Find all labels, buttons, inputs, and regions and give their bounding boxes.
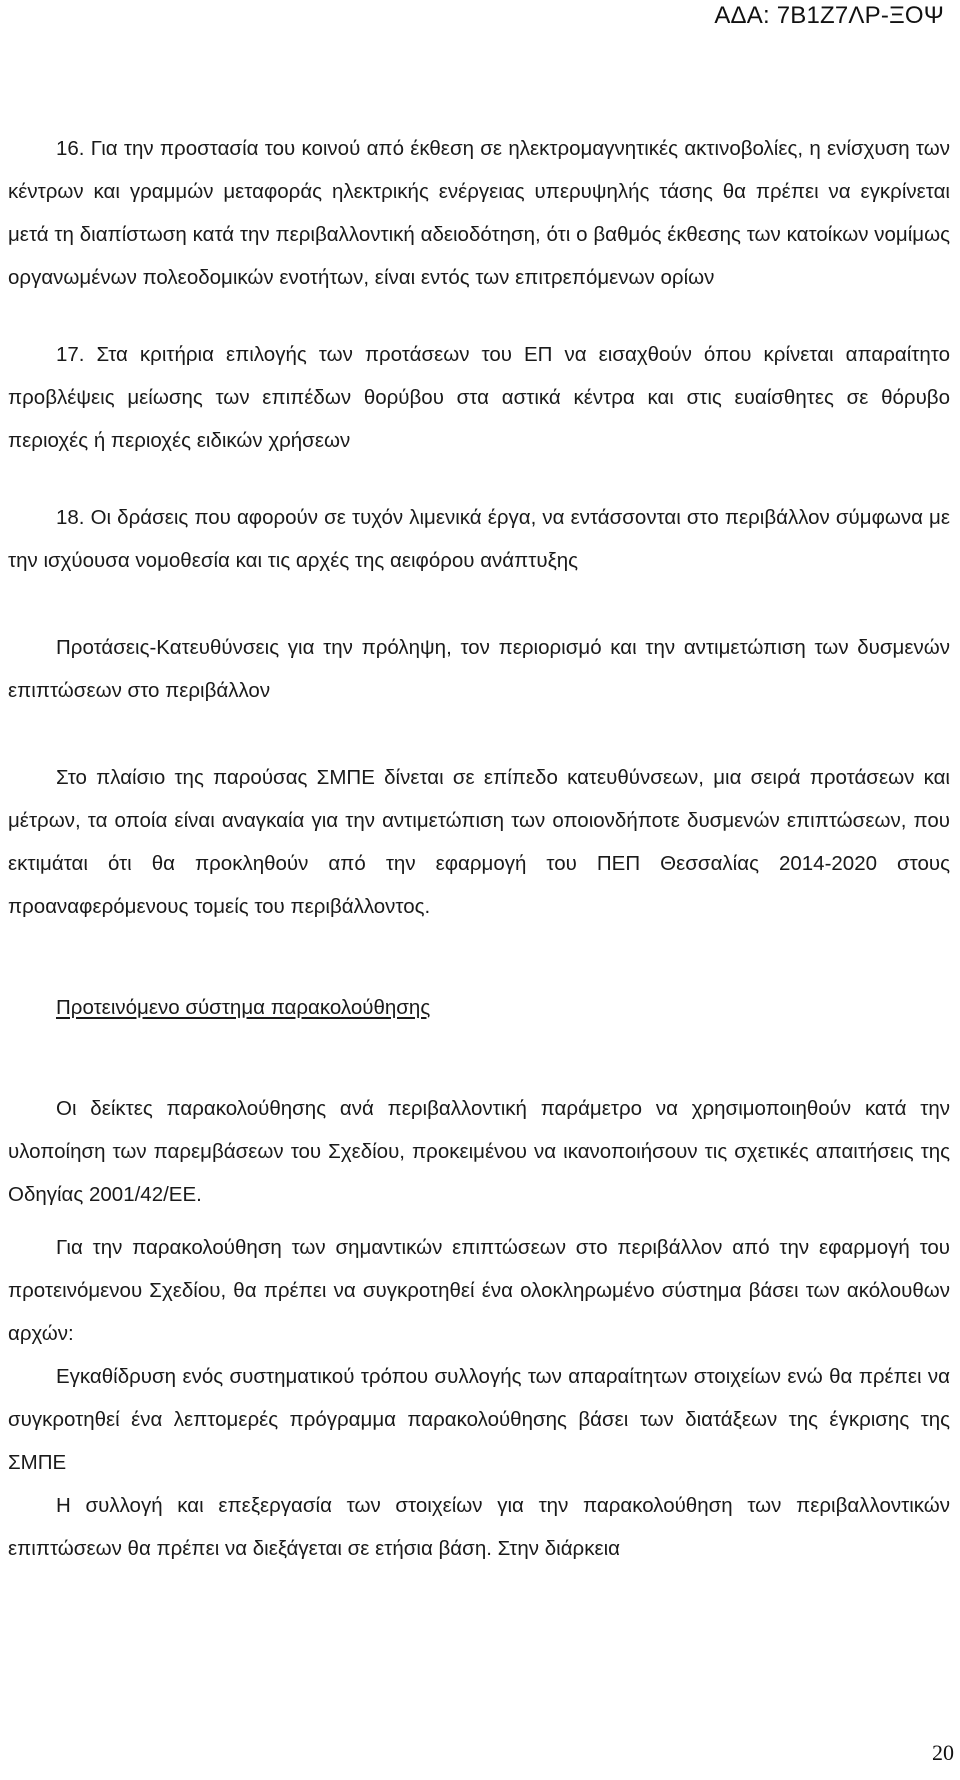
paragraph-monitoring: Για την παρακολούθηση των σημαντικών επιπτώσεων στο περιβάλλον από την εφαρμογή του προτεινόμενου Σχεδίου, θα πρέπει να συγκροτηθεί ένα ολοκληρωμένο σύστημα βάσει των ακόλουθων αρχών: — [8, 1236, 950, 1345]
paragraph-context: Στο πλαίσιο της παρούσας ΣΜΠΕ δίνεται σε επίπεδο κατευθύνσεων, μια σειρά προτάσεων και μέτρων, τα οποία είναι αναγκαία για την αντιμετώπιση των οποιονδήποτε δυσμενών επιπτώσεων, που εκτιμάται ότι θα προκληθούν από την εφαρμογή του ΠΕΠ Θεσσαλίας 2014-2020 στους προαναφερόμενους τομείς του περιβάλλοντος. — [8, 766, 950, 918]
paragraph-establish: Εγκαθίδρυση ενός συστηματικού τρόπου συλλογής των απαραίτητων στοιχείων ενώ θα πρέπει να συγκροτηθεί ένα λεπτομερές πρόγραμμα παρακολούθησης βάσει των διατάξεων της έγκρισης της ΣΜΠΕ — [8, 1365, 950, 1474]
page-number: 20 — [932, 1740, 954, 1765]
paragraph-18: 18. Οι δράσεις που αφορούν σε τυχόν λιμενικά έργα, να εντάσσονται στο περιβάλλον σύμφωνα με την ισχύουσα νομοθεσία και τις αρχές της αειφόρου ανάπτυξης — [8, 506, 950, 572]
section-heading-monitoring-text: Προτεινόμενο σύστημα παρακολούθησης — [56, 996, 431, 1019]
section-heading-proposals: Προτάσεις-Κατευθύνσεις για την πρόληψη, τον περιορισμό και την αντιμετώπιση των δυσμενών επιπτώσεων στο περιβάλλον — [8, 636, 950, 702]
paragraph-17: 17. Στα κριτήρια επιλογής των προτάσεων του ΕΠ να εισαχθούν όπου κρίνεται απαραίτητο προβλέψεις μείωσης των επιπέδων θορύβου στα αστικά κέντρα και στις ευαίσθητες σε θόρυβο περιοχές ή περιοχές ειδικών χρήσεων — [8, 343, 950, 452]
paragraph-collection: Η συλλογή και επεξεργασία των στοιχείων για την παρακολούθηση των περιβαλλοντικών επιπτώσεων θα πρέπει να διεξάγεται σε ετήσια βάση. Στην διάρκεια — [8, 1494, 950, 1560]
section-heading-monitoring — [8, 986, 950, 1029]
ada-identifier: ΑΔΑ: 7Β1Ζ7ΛΡ-ΞΟΨ — [714, 2, 944, 29]
paragraph-16: 16. Για την προστασία του κοινού από έκθεση σε ηλεκτρομαγνητικές ακτινοβολίες, η ενίσχυση των κέντρων και γραμμών μεταφοράς ηλεκτρικής ενέργειας υπερυψηλής τάσης θα πρέπει να εγκρίνεται μετά τη διαπίστωση κατά την περιβαλλοντική αδειοδότηση, ότι ο βαθμός έκθεσης των κατοίκων νομίμως οργανωμένων πολεοδομικών ενοτήτων, είναι εντός των επιτρεπόμενων ορίων — [8, 137, 950, 289]
paragraph-indicators: Οι δείκτες παρακολούθησης ανά περιβαλλοντική παράμετρο να χρησιμοποιηθούν κατά την υλοποίηση των παρεμβάσεων του Σχεδίου, προκειμένου να ικανοποιήσουν τις σχετικές απαιτήσεις της Οδηγίας 2001/42/ΕΕ. — [8, 1097, 950, 1206]
document-body — [8, 127, 950, 1570]
